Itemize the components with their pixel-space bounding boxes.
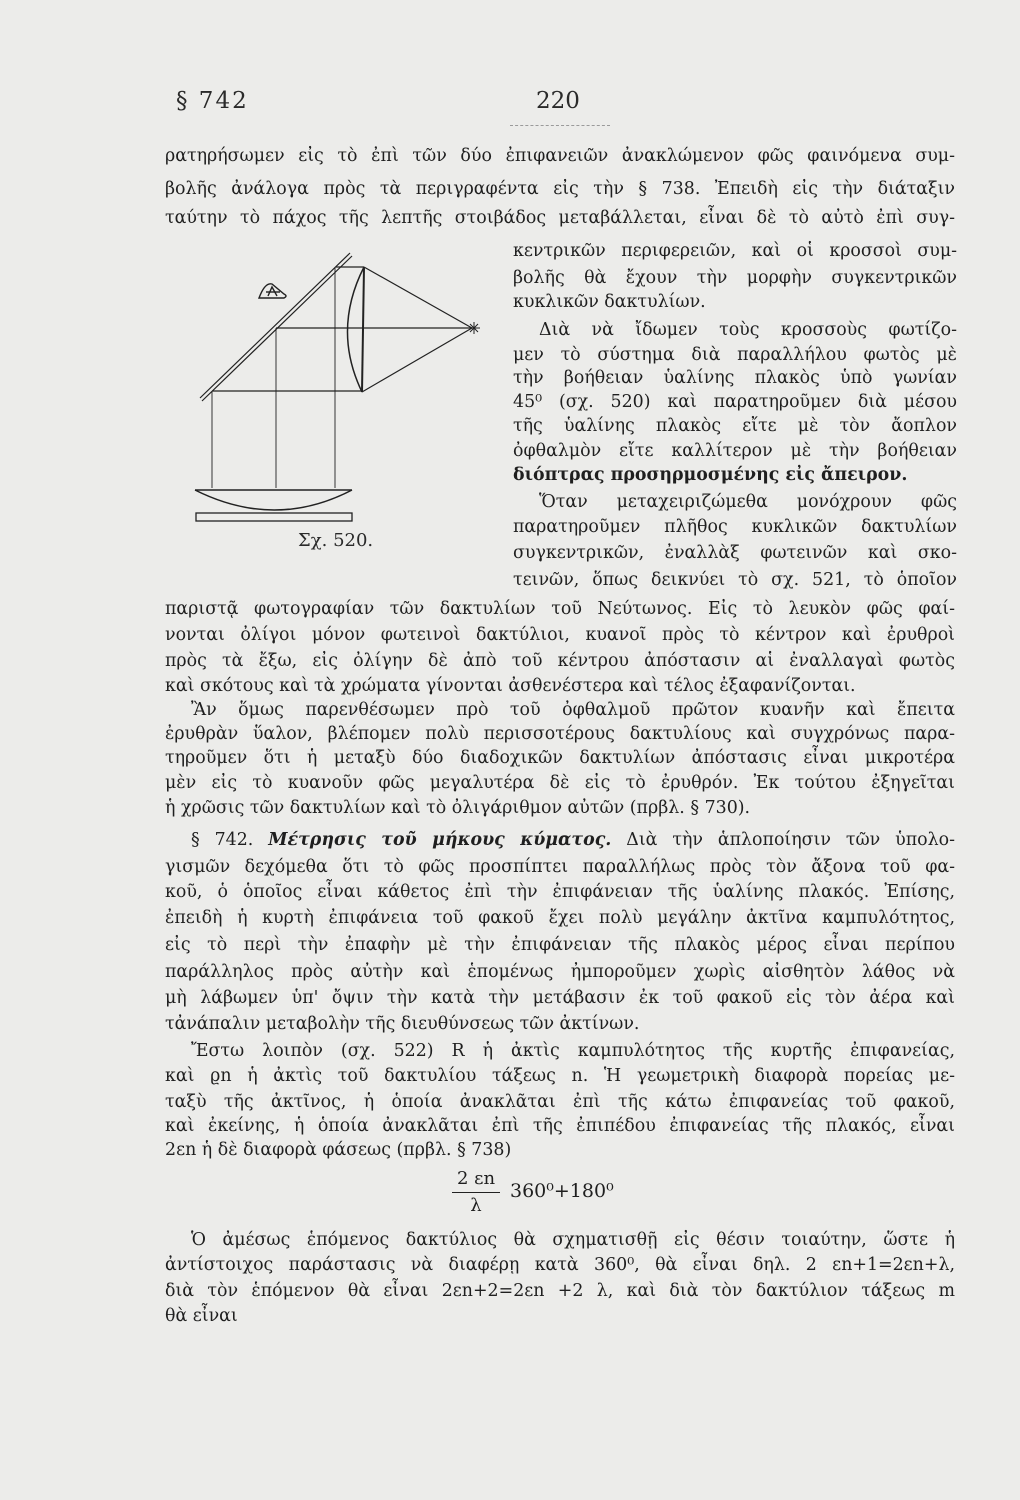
text-line: κοῦ, ὁ ὁποῖος εἶναι κάθετος ἐπὶ τὴν ἐπιφάνειαν τῆς ὑαλίνης πλακός. Ἐπίσης, (165, 882, 955, 902)
text-line: ἐρυθρὰν ὕαλον, βλέπομεν πολὺ περισσοτέρους δακτυλίους καὶ συγχρόνως παρα- (165, 724, 955, 744)
text-line: νονται ὀλίγοι μόνον φωτεινοὶ δακτύλιοι, κυανοῖ πρὸς τὸ κέντρον καὶ ἐρυθροὶ (165, 625, 955, 645)
text-line: βολῆς θὰ ἔχουν τὴν μορφὴν συγκεντρικῶν (513, 268, 957, 288)
text-line: κεντρικῶν περιφερειῶν, καὶ οἱ κροσσοὶ συμ- (513, 241, 957, 261)
numerator: 2 εn (456, 1168, 496, 1189)
denominator: λ (470, 1195, 482, 1216)
text-line: καὶ ϱn ἡ ἀκτὶς τοῦ δακτυλίου τάξεως n. Ἡ γεωμετρικὴ διαφορὰ πορείας με- (165, 1066, 955, 1086)
text-line: ταύτην τὸ πάχος τῆς λεπτῆς στοιβάδος μεταβάλλεται, εἶναι δὲ τὸ αὐτὸ ἐπὶ συγ- (165, 208, 955, 228)
flat-glass-plate (196, 513, 352, 521)
text-line: καὶ ἐκείνης, ἡ ὁποία ἀνακλᾶται ἐπὶ τῆς ἐπιπέδου ἐπιφανείας τῆς πλακός, εἶναι (165, 1116, 955, 1136)
glass-plate (200, 253, 350, 398)
text-line: ἀντίστοιχος παράστασις νὰ διαφέρῃ κατὰ 360⁰, θὰ εἶναι δηλ. 2 εn+1=2εn+λ, (165, 1255, 955, 1275)
fraction (452, 1168, 500, 1217)
text-line: καὶ σκότους καὶ τὰ χρώματα γίνονται ἀσθενέστερα καὶ τέλος ἐξαφανίζονται. (165, 676, 856, 696)
text-line: συγκεντρικῶν, ἐναλλὰξ φωτεινῶν καὶ σκο- (513, 543, 957, 563)
text-line: Διὰ νὰ ἴδωμεν τοὺς κροσσοὺς φωτίζο- (539, 320, 957, 340)
running-header-section: § 742 (176, 88, 249, 114)
phase-difference-formula (452, 1168, 672, 1228)
text-line: Ἔστω λοιπὸν (σχ. 522) R ἡ ἀκτὶς καμπυλότητος τῆς κυρτῆς ἐπιφανείας, (191, 1041, 955, 1061)
page-number: 220 (536, 88, 580, 114)
formula-rhs: 360⁰+180⁰ (510, 1180, 614, 1202)
text-line: τεινῶν, ὅπως δεικνύει τὸ σχ. 521, τὸ ὁποῖον (513, 570, 957, 590)
text-line: γισμῶν δεχόμεθα ὅτι τὸ φῶς προσπίπτει παραλλήλως πρὸς τὸν ἄξονα τοῦ φα- (165, 857, 955, 877)
text-line: κυκλικῶν δακτυλίων. (513, 292, 706, 312)
text-line: Ὅταν μεταχειριζώμεθα μονόχρουν φῶς (539, 492, 957, 512)
section-number: § 742. (191, 830, 254, 850)
text-line: τῆς ὑαλίνης πλακὸς εἴτε μὲ τὸν ἄοπλον (513, 416, 957, 436)
text-line: ἐπειδὴ ἡ κυρτὴ ἐπιφάνεια τοῦ φακοῦ ἔχει πολὺ μεγάλην ἀκτῖνα καμπυλότητος, (165, 908, 955, 928)
text-line: διόπτρας προσηρμοσμένης εἰς ἄπειρον. (513, 465, 908, 485)
text-line: μεν τὸ σύστημα διὰ παραλλήλου φωτὸς μὲ (513, 345, 957, 365)
text-line: πρὸς τὰ ἔξω, εἰς ὀλίγην δὲ ἀπὸ τοῦ κέντρου ἀπόστασιν αἱ ἐναλλαγαὶ φωτὸς (165, 651, 955, 671)
text-line: ἡ χρῶσις τῶν δακτυλίων καὶ τὸ ὀλιγάριθμον αὐτῶν (πρβλ. § 730). (165, 798, 751, 818)
text-line: τὴν βοήθειαν ὑαλίνης πλακὸς ὑπὸ γωνίαν (513, 368, 957, 388)
text-line: ρατηρήσωμεν εἰς τὸ ἐπὶ τῶν δύο ἐπιφανειῶν ἀνακλώμενον φῶς φαινόμενα συμ- (165, 146, 955, 166)
light-source-icon (468, 322, 480, 334)
text-line: Ἂν ὅμως παρενθέσωμεν πρὸ τοῦ ὀφθαλμοῦ πρῶτον κυανῆν καὶ ἔπειτα (191, 700, 955, 720)
text-line: 2εn ἡ δὲ διαφορὰ φάσεως (πρβλ. § 738) (165, 1140, 512, 1160)
text-line: μὴ λάβωμεν ὑπ' ὄψιν τὴν κατὰ τὴν μετάβασιν ἐκ τοῦ φακοῦ εἰς τὸν ἀέρα καὶ (165, 988, 955, 1008)
text-line: ταξὺ τῆς ἀκτῖνος, ἡ ὁποία ἀνακλᾶται ἐπὶ τῆς κάτω ἐπιφανείας τοῦ φακοῦ, (165, 1092, 955, 1112)
text-line: παράλληλος πρὸς αὐτὴν καὶ ἑπομένως ἠμποροῦμεν χωρὶς αἰσθητὸν λάθος νὰ (165, 962, 955, 982)
fraction-bar (452, 1192, 500, 1193)
text-line: ὀφθαλμὸν εἴτε καλλίτερον μὲ τὴν βοήθειαν (513, 441, 957, 461)
bottom-lens (195, 490, 352, 510)
text-line: τηροῦμεν ὅτι ἡ μεταξὺ δύο διαδοχικῶν δακτυλίων ἀπόστασις εἶναι μικροτέρα (165, 748, 955, 768)
text-line: εἰς τὸ περὶ τὴν ἐπαφὴν μὲ τὴν ἐπιφάνειαν τῆς πλακὸς μέρος εἶναι περίπου (165, 935, 955, 955)
text-line: 45⁰ (σχ. 520) καὶ παρατηροῦμεν διὰ μέσου (513, 392, 957, 412)
figure-caption: Σχ. 520. (298, 530, 374, 551)
header-rule (510, 125, 610, 126)
text-line: θὰ εἶναι (165, 1306, 238, 1326)
lens-flat-side (362, 267, 364, 392)
text-line: βολῆς ἀνάλογα πρὸς τὰ περιγραφέντα εἰς τὴν § 738. Ἐπειδὴ εἰς τὴν διάταξιν (165, 179, 955, 199)
text-line: παριστᾷ φωτογραφίαν τῶν δακτυλίων τοῦ Νεύτωνος. Εἰς τὸ λευκὸν φῶς φαί- (165, 599, 955, 619)
text-line: διὰ τὸν ἑπόμενον θὰ εἶναι 2εn+2=2εn +2 λ, καὶ διὰ τὸν δακτύλιον τάξεως m (165, 1281, 955, 1301)
text-line: μὲν εἰς τὸ κυανοῦν φῶς μεγαλυτέρα δὲ εἰς τὸ ἐρυθρόν. Ἐκ τούτου ἐξηγεῖται (165, 773, 955, 793)
eye-icon (259, 284, 286, 298)
text-line: τἀνάπαλιν μεταβολὴν τῆς διευθύνσεως τῶν ἀκτίνων. (165, 1014, 640, 1034)
text-line: Ὁ ἀμέσως ἑπόμενος δακτύλιος θὰ σχηματισθῇ εἰς θέσιν τοιαύτην, ὥστε ἡ (191, 1230, 955, 1250)
text-line: παρατηροῦμεν πλῆθος κυκλικῶν δακτυλίων (513, 517, 957, 537)
text-run: Διὰ τὴν ἁπλοποίησιν τῶν ὑπολο- (626, 830, 955, 850)
section-heading-line (165, 828, 955, 852)
figure-520-newton-rings-apparatus (180, 240, 500, 570)
section-title: Μέτρησις τοῦ μήκους κύματος. (268, 830, 612, 850)
